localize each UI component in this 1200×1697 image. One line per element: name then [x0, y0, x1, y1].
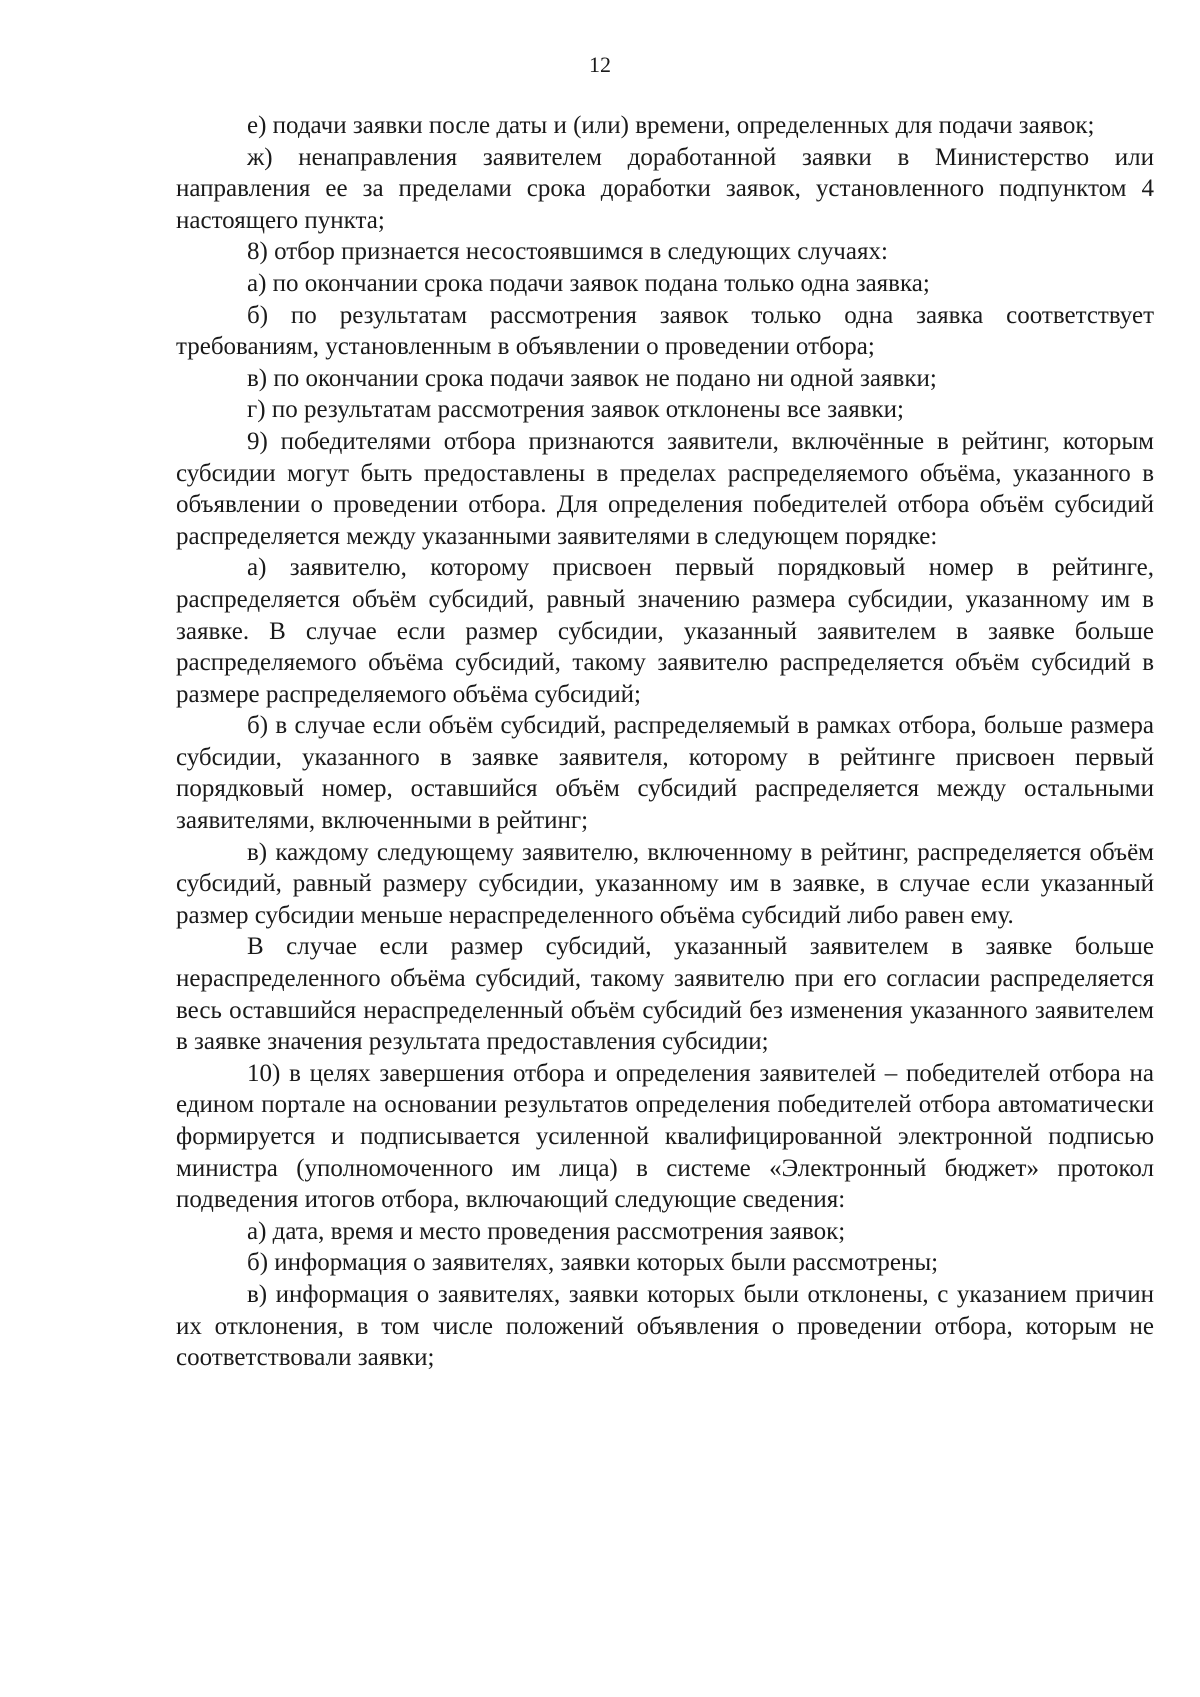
paragraph-10b-reviewed: б) информация о заявителях, заявки которых были рассмотрены;	[247, 1249, 939, 1277]
paragraph-10-protocol: 10) в целях завершения отбора и определения заявителей – победителей отбора на едином портале на основании результатов определения победителей отбора автоматически формируется и подписывается усиленной квалифицированной электронной подписью министра (уполномоченного им лица) в системе «Электронный бюджет» протокол подведения итогов отбора, включающий следующие сведения:	[176, 1059, 1154, 1214]
paragraph-zh-not-sent: ж) ненаправления заявителем доработанной заявки в Министерство или направления ее за пределами срока доработки заявок, установленного подпунктом 4 настоящего пункта;	[176, 143, 1154, 234]
paragraph-9v-each-next: в) каждому следующему заявителю, включенному в рейтинг, распределяется объём субсидий, равный размеру субсидии, указанному им в заявке, в случае если указанный размер субсидии меньше нераспределенного объёма субсидий либо равен ему.	[176, 838, 1154, 929]
paragraph-9-winners: 9) победителями отбора признаются заявители, включённые в рейтинг, которым субсидии могут быть предоставлены в пределах распределяемого объёма, указанного в объявлении о проведении отбора. Для определения победителей отбора объём субсидий распределяется между указанными заявителями в следующем порядке:	[176, 427, 1154, 550]
paragraph-10v-rejected: в) информация о заявителях, заявки которых были отклонены, с указанием причин их отклонения, в том числе положений объявления о проведении отбора, которым не соответствовали заявки;	[176, 1280, 1154, 1372]
document-body	[176, 110, 1154, 1374]
page-number: 12	[589, 52, 611, 77]
paragraph-9b-remaining-volume: б) в случае если объём субсидий, распределяемый в рамках отбора, больше размера субсидии, указанного в заявке заявителя, которому в рейтинге присвоен первый порядковый номер, оставшийся объём субсидий распределяется между остальными заявителями, включенными в рейтинг;	[176, 712, 1154, 835]
paragraph-8-selection-failed: 8) отбор признается несостоявшимся в следующих случаях:	[247, 238, 888, 266]
paragraph-8v-no-applications: в) по окончании срока подачи заявок не подано ни одной заявки;	[247, 364, 937, 392]
paragraph-10a-date-time: а) дата, время и место проведения рассмотрения заявок;	[247, 1217, 846, 1245]
paragraph-e-late-submission: е) подачи заявки после даты и (или) времени, определенных для подачи заявок;	[247, 112, 1095, 139]
paragraph-9a-first-rank: а) заявителю, которому присвоен первый порядковый номер в рейтинге, распределяется объём субсидий, равный значению размера субсидии, указанному им в заявке. В случае если размер субсидии, указанный заявителем в заявке больше распределяемого объёма субсидий, такому заявителю распределяется объём субсидий в размере распределяемого объёма субсидий;	[176, 554, 1154, 708]
paragraph-8g-all-rejected: г) по результатам рассмотрения заявок отклонены все заявки;	[247, 396, 904, 424]
paragraph-8b-one-compliant: б) по результатам рассмотрения заявок только одна заявка соответствует требованиям, установленным в объявлении о проведении отбора;	[176, 301, 1154, 361]
paragraph-8a-one-application: а) по окончании срока подачи заявок подана только одна заявка;	[247, 269, 930, 297]
paragraph-subsidy-consent: В случае если размер субсидий, указанный заявителем в заявке больше нераспределенного объёма субсидий, такому заявителю при его согласии распределяется весь оставшийся нераспределенный объём субсидий без изменения указанного заявителем в заявке значения результата предоставления субсидии;	[176, 933, 1154, 1056]
